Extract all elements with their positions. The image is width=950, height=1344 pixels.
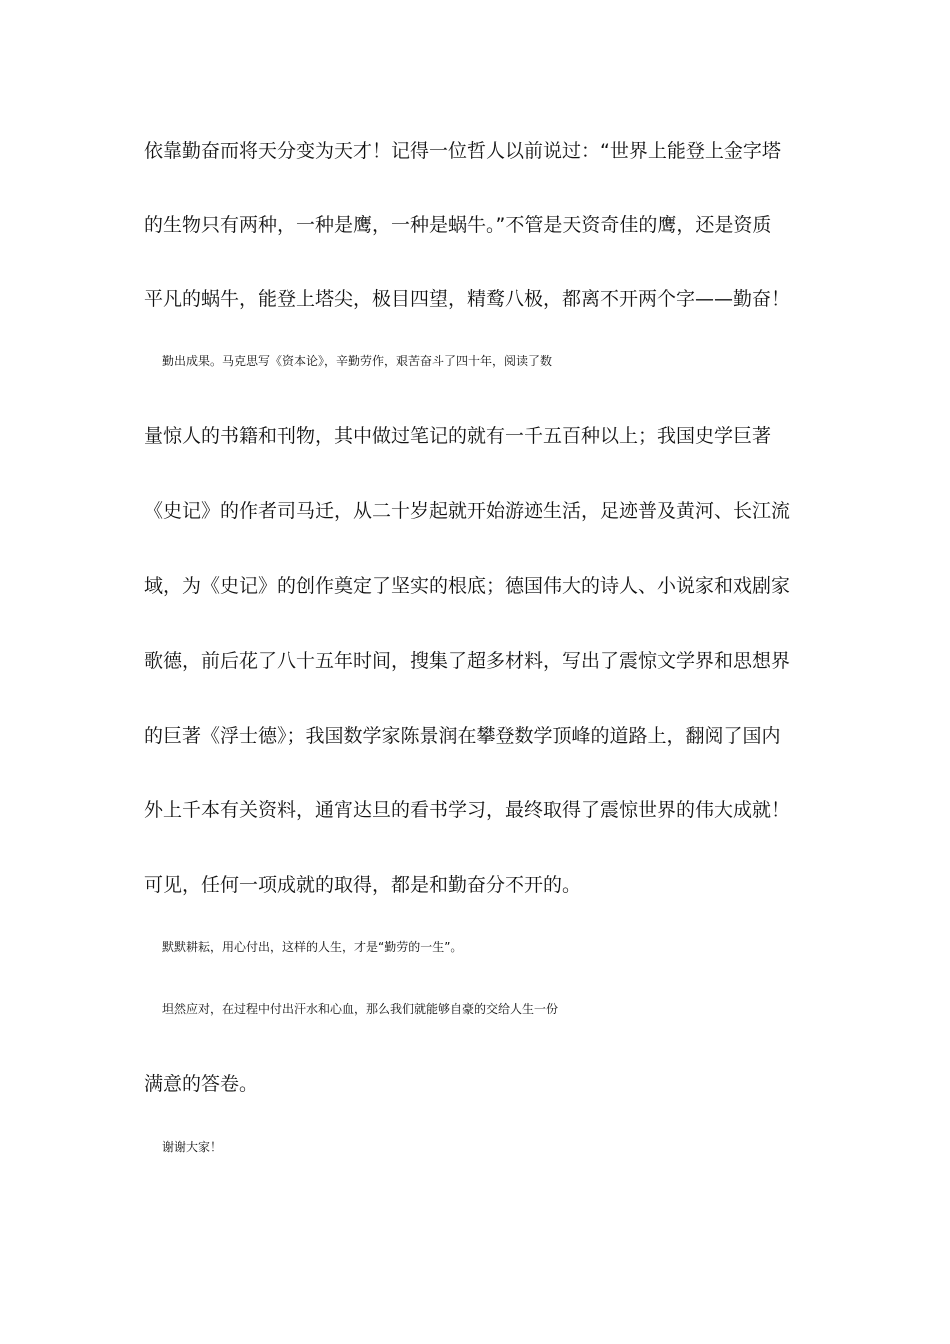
paragraph-line: 外上千本有关资料，通宵达旦的看书学习，最终取得了震惊世界的伟大成就！ (144, 799, 791, 821)
paragraph-line: 谢谢大家！ (162, 1140, 223, 1154)
paragraph-line: 歌德，前后花了八十五年时间，搜集了超多材料，写出了震惊文学界和思想界 (144, 650, 791, 672)
paragraph-line: 满意的答卷。 (144, 1073, 259, 1095)
paragraph-line: 平凡的蜗牛，能登上塔尖，极目四望，精鹜八极，都离不开两个字——勤奋！ (144, 288, 791, 310)
paragraph-line: 域，为《史记》的创作奠定了坚实的根底；德国伟大的诗人、小说家和戏剧家 (144, 575, 791, 597)
paragraph-line: 《史记》的作者司马迁，从二十岁起就开始游迹生活，足迹普及黄河、长江流 (144, 500, 791, 522)
paragraph-line: 坦然应对，在过程中付出汗水和心血，那么我们就能够自豪的交给人生一份 (162, 1002, 559, 1016)
paragraph-line: 量惊人的书籍和刊物，其中做过笔记的就有一千五百种以上；我国史学巨著 (144, 425, 772, 447)
paragraph-line: 的生物只有两种，一种是鹰，一种是蜗牛。”不管是天资奇佳的鹰，还是资质 (144, 214, 772, 236)
paragraph-line: 可见，任何一项成就的取得，都是和勤奋分不开的。 (144, 874, 582, 896)
paragraph-line: 默默耕耘，用心付出，这样的人生，才是“勤劳的一生”。 (162, 940, 463, 954)
paragraph-line: 的巨著《浮士德》；我国数学家陈景润在攀登数学顶峰的道路上，翻阅了国内 (144, 725, 781, 747)
paragraph-line: 依靠勤奋而将天分变为天才！记得一位哲人以前说过：“世界上能登上金字塔 (144, 140, 781, 162)
paragraph-line: 勤出成果。马克思写《资本论》，辛勤劳作，艰苦奋斗了四十年，阅读了数 (162, 354, 553, 368)
